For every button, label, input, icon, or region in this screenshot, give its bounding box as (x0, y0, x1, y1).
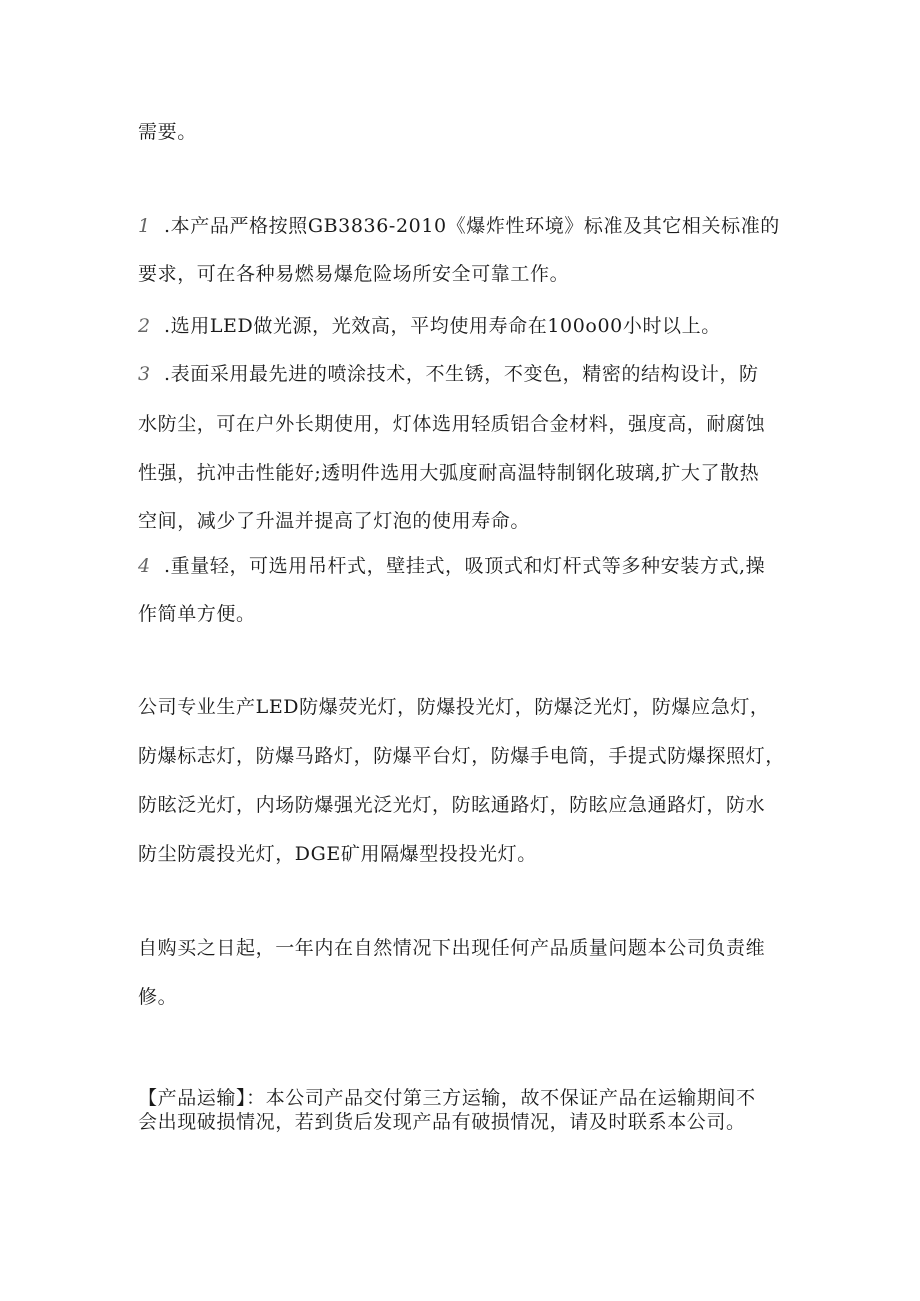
products-line-3: 防眩泛光灯，内场防爆强光泛光灯，防眩通路灯，防眩应急通路灯，防水 (138, 794, 766, 816)
feature-3-line-3: 性强，抗冲击性能好;透明件选用大弧度耐高温特制钢化玻璃,扩大了散热 (138, 462, 760, 484)
shipping-line-1: 【产品运输】：本公司产品交付第三方运输，故不保证产品在运输期间不 (138, 1087, 756, 1109)
products-line-1: 公司专业生产LED防爆荧光灯，防爆投光灯，防爆泛光灯，防爆应急灯， (138, 696, 770, 718)
warranty-line-1: 自购买之日起，一年内在自然情况下出现任何产品质量问题本公司负责维 (138, 937, 766, 959)
shipping-line-2: 会出现破损情况，若到货后发现产品有破损情况，请及时联系本公司。 (138, 1111, 746, 1133)
feature-1-line-1: 1 .本产品严格按照GB3836-2010《爆炸性环境》标准及其它相关标准的 (138, 215, 780, 237)
feature-4-line-2: 作简单方便。 (138, 603, 256, 625)
feature-3-line-1: 3 .表面采用最先进的喷涂技术，不生锈，不变色，精密的结构设计，防 (138, 363, 759, 385)
feature-2-number: 2 (138, 315, 151, 337)
feature-1-line-2: 要求，可在各种易燃易爆危险场所安全可靠工作。 (138, 263, 570, 285)
intro-tail: 需要。 (138, 121, 197, 143)
feature-4-number: 4 (138, 555, 151, 577)
feature-2-line-1: 2 .选用LED做光源，光效高，平均使用寿命在100o00小时以上。 (138, 315, 721, 337)
feature-3-line-2: 水防尘，可在户外长期使用，灯体选用轻质铝合金材料，强度高，耐腐蚀 (138, 413, 766, 435)
feature-3-number: 3 (138, 363, 151, 385)
products-line-4: 防尘防震投光灯，DGE矿用隔爆型投投光灯。 (138, 843, 537, 865)
warranty-line-2: 修。 (138, 986, 178, 1008)
products-line-2: 防爆标志灯，防爆马路灯，防爆平台灯，防爆手电筒，手提式防爆探照灯， (138, 745, 785, 767)
feature-1-number: 1 (138, 215, 151, 237)
feature-4-line-1: 4 .重量轻，可选用吊杆式，壁挂式，吸顶式和灯杆式等多种安装方式,操 (138, 555, 766, 577)
feature-3-line-4: 空间，减少了升温并提高了灯泡的使用寿命。 (138, 510, 531, 532)
